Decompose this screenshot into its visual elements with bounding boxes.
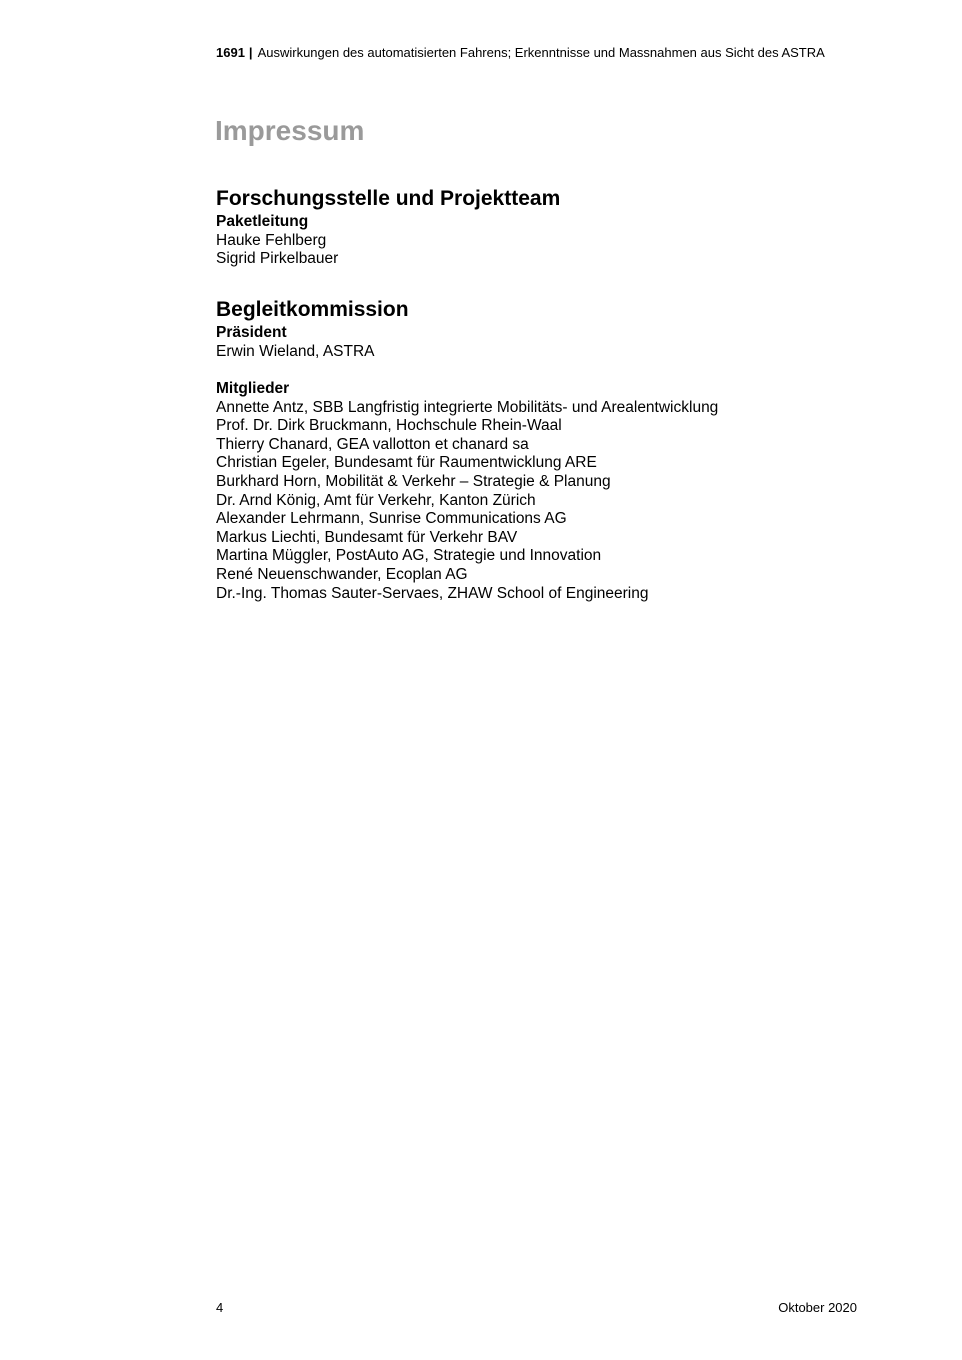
footer-date: Oktober 2020 xyxy=(778,1300,857,1315)
member-item: Thierry Chanard, GEA vallotton et chanard sa xyxy=(216,435,529,453)
running-header xyxy=(216,45,825,61)
header-separator: | xyxy=(248,45,253,60)
member-item: Prof. Dr. Dirk Bruckmann, Hochschule Rhein-Waal xyxy=(216,417,562,435)
members-block xyxy=(216,380,718,603)
president-label: Präsident xyxy=(216,324,287,341)
member-item: Christian Egeler, Bundesamt für Raumentwicklung ARE xyxy=(216,454,597,472)
page-number: 4 xyxy=(216,1300,224,1315)
lead-label: Paketleitung xyxy=(216,213,309,230)
research-block xyxy=(216,213,338,269)
research-heading: Forschungsstelle und Projektteam xyxy=(216,187,561,210)
lead-name: Sigrid Pirkelbauer xyxy=(216,250,339,268)
report-title: Auswirkungen des automatisierten Fahrens; Erkenntnisse und Massnahmen aus Sicht des ASTRA xyxy=(257,45,825,60)
report-number: 1691 xyxy=(216,45,245,60)
member-item: Alexander Lehrmann, Sunrise Communications AG xyxy=(216,510,567,528)
member-item: Annette Antz, SBB Langfristig integrierte Mobilitäts- und Arealentwicklung xyxy=(216,398,719,416)
president-name: Erwin Wieland, ASTRA xyxy=(216,342,375,360)
member-item: Dr.-Ing. Thomas Sauter-Servaes, ZHAW School of Engineering xyxy=(216,584,649,602)
committee-heading: Begleitkommission xyxy=(216,298,409,321)
member-item: Martina Müggler, PostAuto AG, Strategie und Innovation xyxy=(216,547,602,565)
page-title: Impressum xyxy=(215,115,365,146)
member-item: Markus Liechti, Bundesamt für Verkehr BAV xyxy=(216,528,518,546)
members-label: Mitglieder xyxy=(216,380,290,397)
member-item: Dr. Arnd König, Amt für Verkehr, Kanton Zürich xyxy=(216,491,536,509)
member-item: René Neuenschwander, Ecoplan AG xyxy=(216,565,468,583)
member-item: Burkhard Horn, Mobilität & Verkehr – Strategie & Planung xyxy=(216,472,611,490)
lead-name: Hauke Fehlberg xyxy=(216,231,327,249)
president-block xyxy=(216,324,375,361)
